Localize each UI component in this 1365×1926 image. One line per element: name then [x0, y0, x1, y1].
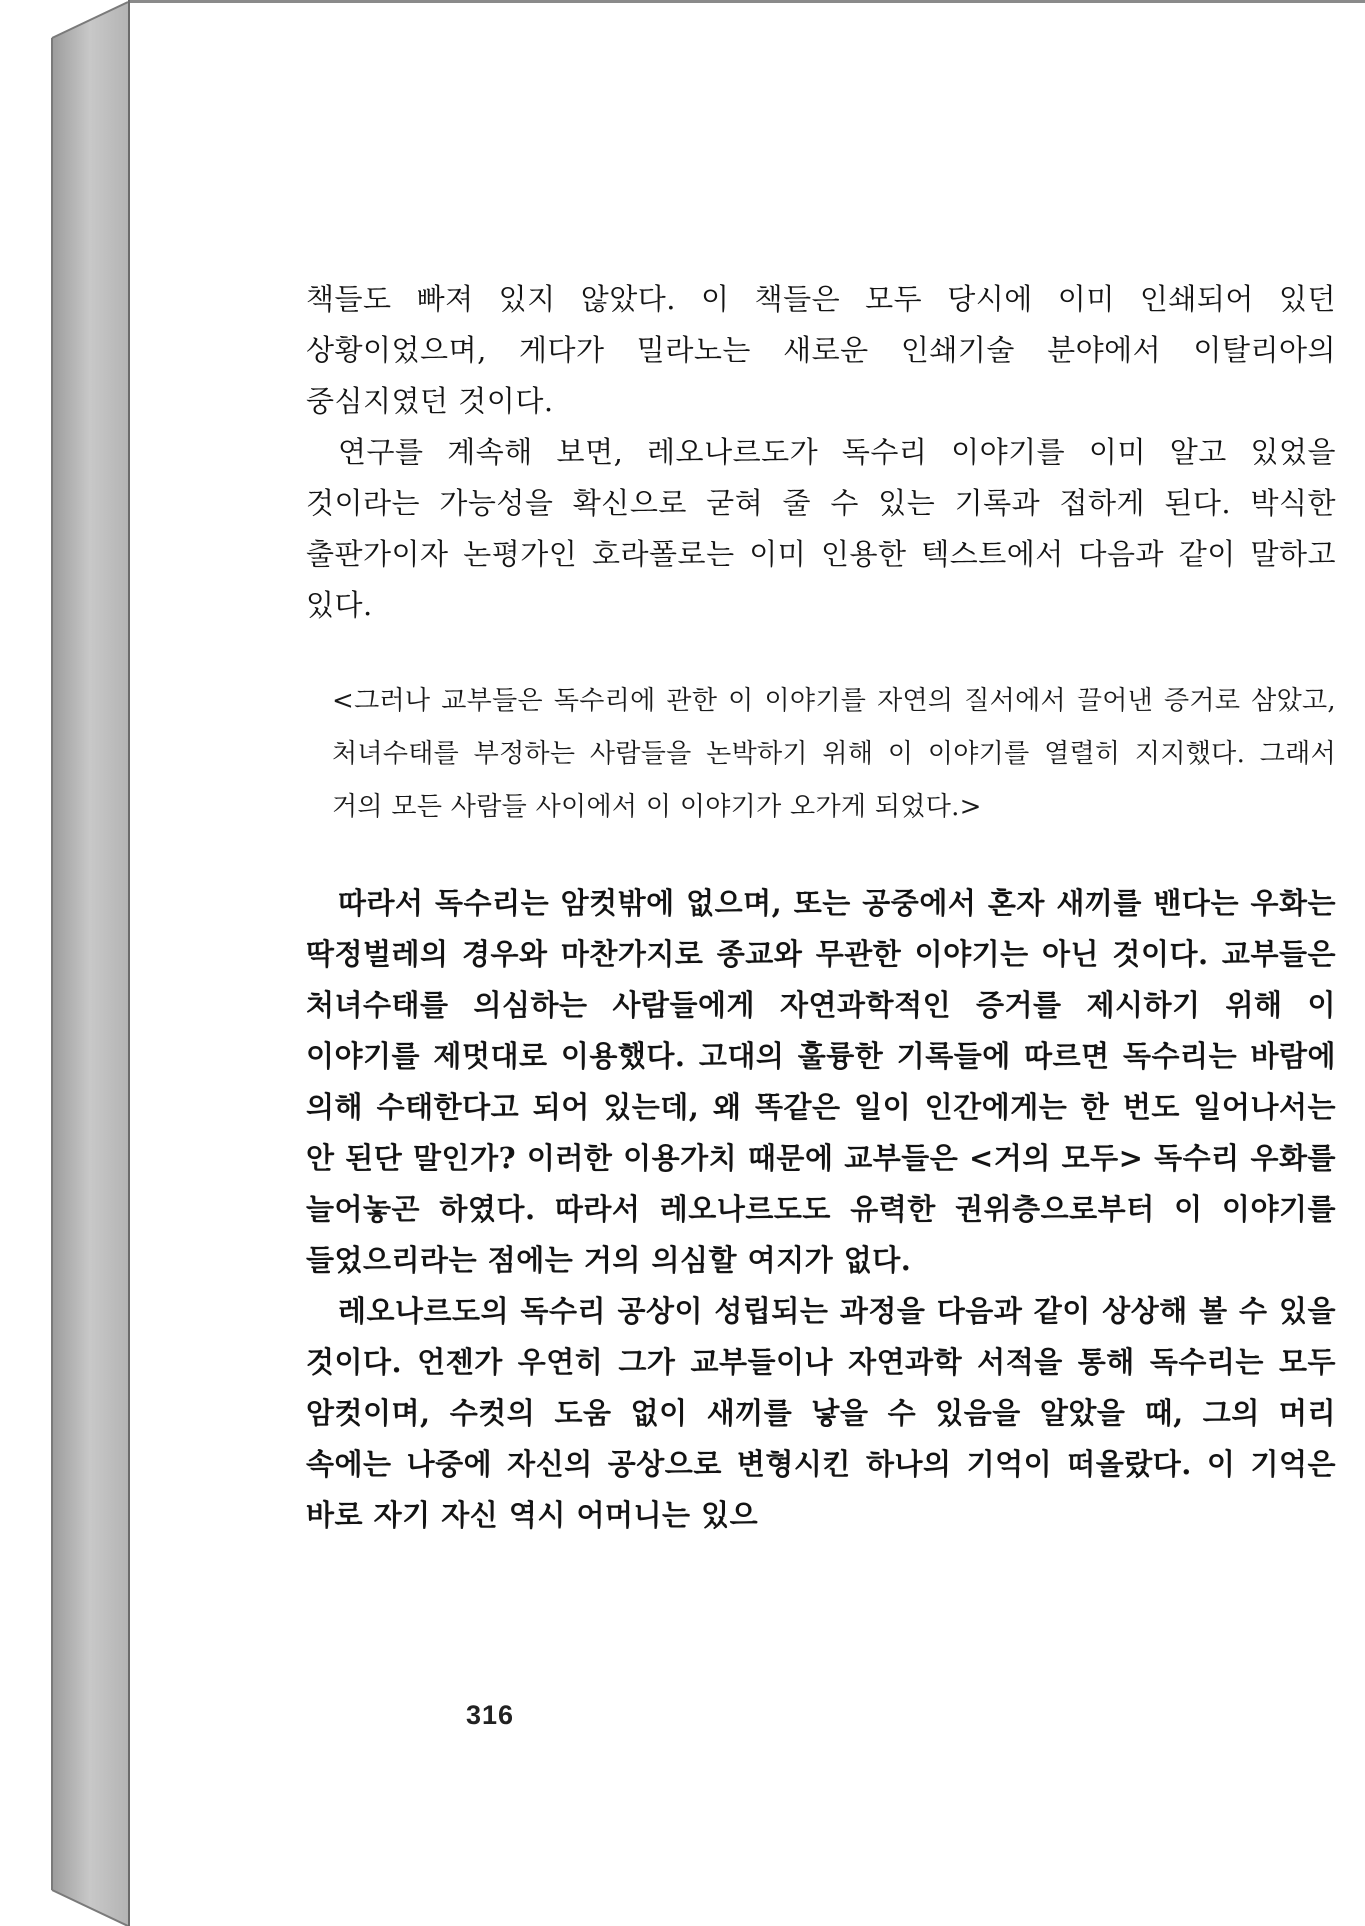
paragraph-research: 연구를 계속해 보면, 레오나르도가 독수리 이야기를 이미 알고 있었을 것이라는 가능성을 확신으로 굳혀 줄 수 있는 기록과 접하게 된다. 박식한 출판가이자 논평가인 호라폴로는 이미 인용한 텍스트에서 다음과 같이 말하고 있다. [306, 435, 1336, 622]
book-spine-edge [0, 0, 130, 1926]
bold-text-section [306, 878, 1336, 1541]
book-page [128, 0, 1365, 1926]
page-body [306, 274, 1336, 1541]
paragraph-fantasy: 레오나르도의 독수리 공상이 성립되는 과정을 다음과 같이 상상해 볼 수 있을 것이다. 언젠가 우연히 그가 교부들이나 자연과학 서적을 통해 독수리는 모두 암컷이며, 수컷의 도움 없이 새끼를 낳을 수 있음을 알았을 때, 그의 머리 속에는 나중에 자신의 공상으로 변형시킨 하나의 기억이 떠올랐다. 이 기억은 바로 자기 자신 역시 어머니는 있으 [306, 1294, 1336, 1532]
block-quote: <그러나 교부들은 독수리에 관한 이 이야기를 자연의 질서에서 끌어낸 증거로 삼았고, 처녀수태를 부정하는 사람들을 논박하기 위해 이 이야기를 열렬히 지지했다. 그래서 거의 모든 사람들 사이에서 이 이야기가 오가게 되었다.> [332, 686, 1336, 822]
paragraph-fable: 따라서 독수리는 암컷밖에 없으며, 또는 공중에서 혼자 새끼를 밴다는 우화는 딱정벌레의 경우와 마찬가지로 종교와 무관한 이야기는 아닌 것이다. 교부들은 처녀수태를 의심하는 사람들에게 자연과학적인 증거를 제시하기 위해 이 이야기를 제멋대로 이용했다. 고대의 훌륭한 기록들에 따르면 독수리는 바람에 의해 수태한다고 되어 있는데, 왜 똑같은 일이 인간에게는 한 번도 일어나서는 안 된단 말인가? 이러한 이용가치 때문에 교부들은 <거의 모두> 독수리 우화를 늘어놓곤 하였다. 따라서 레오나르도도 유력한 권위층으로부터 이 이야기를 들었으리라는 점에는 거의 의심할 여지가 없다. [306, 886, 1336, 1277]
page-number: 316 [466, 1700, 515, 1730]
paragraph-continuation: 책들도 빠져 있지 않았다. 이 책들은 모두 당시에 이미 인쇄되어 있던 상황이었으며, 게다가 밀라노는 새로운 인쇄기술 분야에서 이탈리아의 중심지였던 것이다. [306, 282, 1336, 418]
